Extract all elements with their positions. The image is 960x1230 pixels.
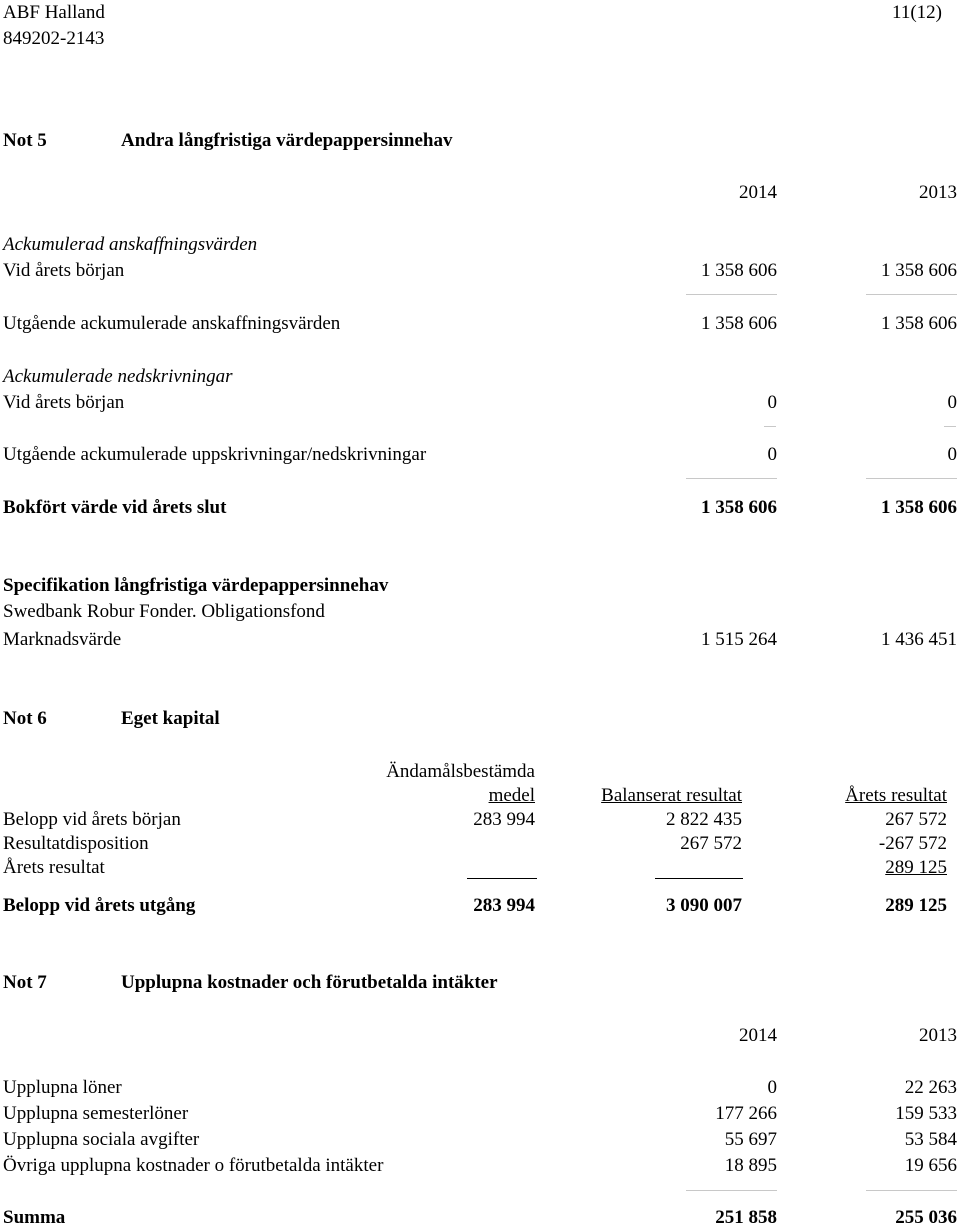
rule: [866, 294, 957, 295]
item-label: Upplupna semesterlöner: [3, 1103, 189, 1124]
year-2014-header: 2014: [739, 1025, 777, 1046]
year-2013-header: 2013: [919, 182, 957, 203]
row-result: -267 572: [878, 833, 947, 854]
total-earmarked: 283 994: [473, 895, 535, 916]
wd-start-2013: 0: [947, 392, 957, 413]
item-label: Upplupna löner: [3, 1077, 122, 1098]
note-6-title: Eget kapital: [121, 708, 220, 729]
org-number: 849202-2143: [3, 28, 105, 49]
spec-heading: Specifikation långfristiga värdepappersinnehav: [3, 575, 389, 596]
rule: [944, 426, 956, 427]
row-retained: 2 822 435: [666, 809, 742, 830]
wd-end-2013: 0: [947, 444, 957, 465]
book-value-2013: 1 358 606: [881, 497, 957, 518]
row-earmarked: 283 994: [473, 809, 535, 830]
note-5-title: Andra långfristiga värdepappersinnehav: [121, 130, 453, 151]
wd-start-2014: 0: [767, 392, 777, 413]
item-label: Övriga upplupna kostnader o förutbetalda intäkter: [3, 1155, 384, 1176]
item-2014: 55 697: [724, 1129, 777, 1150]
rule: [866, 478, 957, 479]
row-label: Belopp vid årets början: [3, 809, 181, 830]
acq-start-2013: 1 358 606: [881, 260, 957, 281]
note-7-title: Upplupna kostnader och förutbetalda intäkter: [121, 972, 498, 993]
rule: [686, 478, 777, 479]
rule: [866, 1190, 957, 1191]
row-label: Resultatdisposition: [3, 833, 149, 854]
item-2014: 18 895: [724, 1155, 777, 1176]
year-2013-header: 2013: [919, 1025, 957, 1046]
item-2014: 177 266: [715, 1103, 777, 1124]
col-result-header: Årets resultat: [845, 785, 947, 806]
rule: [686, 1190, 777, 1191]
wd-heading: Ackumulerade nedskrivningar: [3, 366, 233, 387]
row-result: 289 125: [885, 857, 947, 878]
acq-end-label: Utgående ackumulerade anskaffningsvärden: [3, 313, 341, 334]
total-retained: 3 090 007: [666, 895, 742, 916]
item-label: Upplupna sociala avgifter: [3, 1129, 200, 1150]
acq-start-2014: 1 358 606: [701, 260, 777, 281]
book-value-2014: 1 358 606: [701, 497, 777, 518]
book-value-label: Bokfört värde vid årets slut: [3, 497, 227, 518]
item-2013: 53 584: [904, 1129, 957, 1150]
note-6-label: Not 6: [3, 708, 47, 729]
wd-start-label: Vid årets början: [3, 392, 125, 413]
page-number: 11(12): [892, 2, 942, 23]
rule: [764, 426, 776, 427]
market-2013: 1 436 451: [881, 629, 957, 650]
sum-label: Summa: [3, 1207, 66, 1228]
market-2014: 1 515 264: [701, 629, 777, 650]
sum-2013: 255 036: [895, 1207, 957, 1228]
rule: [686, 294, 777, 295]
wd-end-label: Utgående ackumulerade uppskrivningar/nedskrivningar: [3, 444, 427, 465]
rule: [655, 878, 743, 879]
acq-end-2014: 1 358 606: [701, 313, 777, 334]
row-retained: 267 572: [680, 833, 742, 854]
note-7-label: Not 7: [3, 972, 47, 993]
org-name: ABF Halland: [3, 2, 105, 23]
acq-end-2013: 1 358 606: [881, 313, 957, 334]
year-2014-header: 2014: [739, 182, 777, 203]
wd-end-2014: 0: [767, 444, 777, 465]
total-label: Belopp vid årets utgång: [3, 895, 196, 916]
spec-fund: Swedbank Robur Fonder. Obligationsfond: [3, 601, 325, 622]
row-label: Årets resultat: [3, 857, 105, 878]
item-2013: 22 263: [904, 1077, 957, 1098]
item-2014: 0: [767, 1077, 777, 1098]
acq-heading: Ackumulerad anskaffningsvärden: [3, 234, 258, 255]
col-earmarked-header-line1: Ändamålsbestämda: [386, 761, 535, 782]
row-result: 267 572: [885, 809, 947, 830]
total-result: 289 125: [885, 895, 947, 916]
item-2013: 19 656: [904, 1155, 957, 1176]
item-2013: 159 533: [895, 1103, 957, 1124]
col-retained-header: Balanserat resultat: [601, 785, 742, 806]
col-earmarked-header-line2: medel: [488, 785, 535, 806]
sum-2014: 251 858: [715, 1207, 777, 1228]
market-label: Marknadsvärde: [3, 629, 122, 650]
rule: [467, 878, 537, 879]
note-5-label: Not 5: [3, 130, 47, 151]
acq-start-label: Vid årets början: [3, 260, 125, 281]
